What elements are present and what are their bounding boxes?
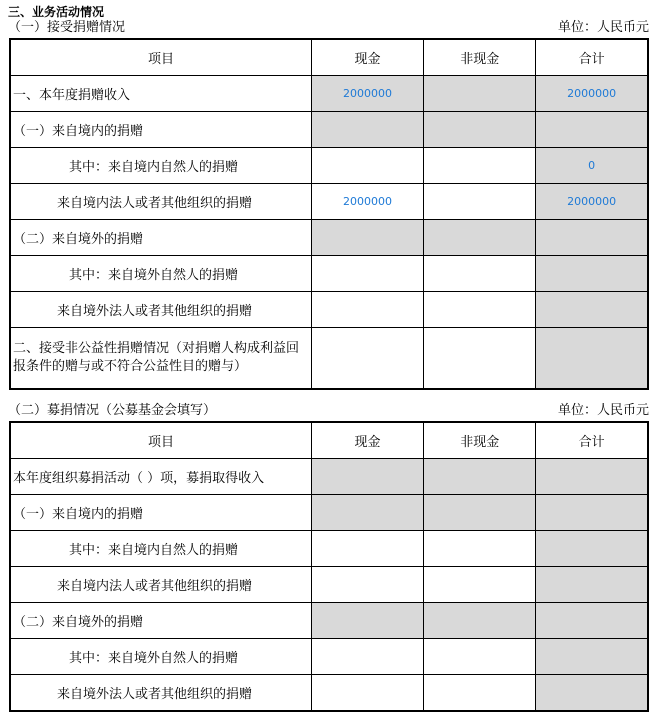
row-label: （一）来自境内的捐赠 xyxy=(10,495,311,531)
donations-subtitle: （一）接受捐赠情况 xyxy=(8,20,126,35)
table-row xyxy=(10,184,648,220)
cash-cell[interactable] xyxy=(311,675,423,712)
cash-cell[interactable] xyxy=(311,148,423,184)
cash-cell[interactable] xyxy=(311,639,423,675)
table-row xyxy=(10,76,648,112)
table-header-row xyxy=(10,422,648,459)
table-header-row xyxy=(10,39,648,76)
row-label: 来自境外法人或者其他组织的捐赠 xyxy=(10,675,311,712)
section-title: 三、业务活动情况 xyxy=(8,5,105,19)
cash-cell[interactable] xyxy=(311,531,423,567)
table-row xyxy=(10,112,648,148)
row-label: 一、本年度捐赠收入 xyxy=(10,76,311,112)
noncash-cell[interactable] xyxy=(424,256,536,292)
total-cell[interactable] xyxy=(536,328,648,390)
noncash-cell[interactable] xyxy=(424,531,536,567)
header-cash: 现金 xyxy=(311,422,423,459)
table-row xyxy=(10,495,648,531)
row-label: 其中：来自境外自然人的捐赠 xyxy=(10,256,311,292)
total-cell[interactable] xyxy=(536,256,648,292)
table-row xyxy=(10,292,648,328)
noncash-cell[interactable] xyxy=(424,220,536,256)
noncash-cell[interactable] xyxy=(424,328,536,390)
header-noncash: 非现金 xyxy=(424,422,536,459)
table-row xyxy=(10,675,648,712)
row-label: 二、接受非公益性捐赠情况（对捐赠人构成利益回报条件的赠与或不符合公益性目的赠与） xyxy=(10,328,311,390)
row-label: （一）来自境内的捐赠 xyxy=(10,112,311,148)
noncash-cell[interactable] xyxy=(424,184,536,220)
cash-cell[interactable] xyxy=(311,256,423,292)
table-row xyxy=(10,148,648,184)
cash-cell[interactable] xyxy=(311,292,423,328)
table-row xyxy=(10,603,648,639)
row-label: 来自境内法人或者其他组织的捐赠 xyxy=(10,184,311,220)
total-cell[interactable] xyxy=(536,495,648,531)
cash-cell[interactable] xyxy=(311,459,423,495)
total-cell[interactable] xyxy=(536,675,648,712)
noncash-cell[interactable] xyxy=(424,76,536,112)
donations-table xyxy=(9,38,649,390)
total-cell[interactable]: 2000000 xyxy=(536,76,648,112)
row-label: （二）来自境外的捐赠 xyxy=(10,603,311,639)
total-cell[interactable]: 0 xyxy=(536,148,648,184)
row-label: 其中：来自境外自然人的捐赠 xyxy=(10,639,311,675)
donations-caption xyxy=(8,20,649,36)
table-row xyxy=(10,639,648,675)
total-cell[interactable]: 2000000 xyxy=(536,184,648,220)
noncash-cell[interactable] xyxy=(424,148,536,184)
noncash-cell[interactable] xyxy=(424,112,536,148)
noncash-cell[interactable] xyxy=(424,639,536,675)
table-row xyxy=(10,459,648,495)
noncash-cell[interactable] xyxy=(424,459,536,495)
table-row xyxy=(10,328,648,390)
header-total: 合计 xyxy=(536,422,648,459)
fundraising-caption xyxy=(8,403,649,419)
noncash-cell[interactable] xyxy=(424,292,536,328)
header-cash: 现金 xyxy=(311,39,423,76)
row-label: 来自境外法人或者其他组织的捐赠 xyxy=(10,292,311,328)
row-label: （二）来自境外的捐赠 xyxy=(10,220,311,256)
header-item: 项目 xyxy=(10,39,311,76)
cash-cell[interactable] xyxy=(311,220,423,256)
total-cell[interactable] xyxy=(536,531,648,567)
noncash-cell[interactable] xyxy=(424,603,536,639)
total-cell[interactable] xyxy=(536,603,648,639)
fundraising-table xyxy=(9,421,649,712)
fundraising-unit: 单位：人民币元 xyxy=(557,403,649,418)
donations-unit: 单位：人民币元 xyxy=(557,20,649,35)
cash-cell[interactable]: 2000000 xyxy=(311,184,423,220)
header-total: 合计 xyxy=(536,39,648,76)
total-cell[interactable] xyxy=(536,112,648,148)
cash-cell[interactable] xyxy=(311,495,423,531)
total-cell[interactable] xyxy=(536,292,648,328)
row-label: 其中：来自境内自然人的捐赠 xyxy=(10,531,311,567)
header-noncash: 非现金 xyxy=(424,39,536,76)
total-cell[interactable] xyxy=(536,220,648,256)
cash-cell[interactable] xyxy=(311,567,423,603)
table-row xyxy=(10,567,648,603)
table-row xyxy=(10,531,648,567)
noncash-cell[interactable] xyxy=(424,567,536,603)
row-label: 其中：来自境内自然人的捐赠 xyxy=(10,148,311,184)
cash-cell[interactable]: 2000000 xyxy=(311,76,423,112)
row-label: 来自境内法人或者其他组织的捐赠 xyxy=(10,567,311,603)
noncash-cell[interactable] xyxy=(424,675,536,712)
row-label: 本年度组织募捐活动（ ）项，募捐取得收入 xyxy=(10,459,311,495)
noncash-cell[interactable] xyxy=(424,495,536,531)
cash-cell[interactable] xyxy=(311,328,423,390)
cash-cell[interactable] xyxy=(311,603,423,639)
fundraising-subtitle: （二）募捐情况（公募基金会填写） xyxy=(8,403,217,418)
header-item: 项目 xyxy=(10,422,311,459)
cash-cell[interactable] xyxy=(311,112,423,148)
total-cell[interactable] xyxy=(536,639,648,675)
table-row xyxy=(10,220,648,256)
total-cell[interactable] xyxy=(536,459,648,495)
total-cell[interactable] xyxy=(536,567,648,603)
table-row xyxy=(10,256,648,292)
